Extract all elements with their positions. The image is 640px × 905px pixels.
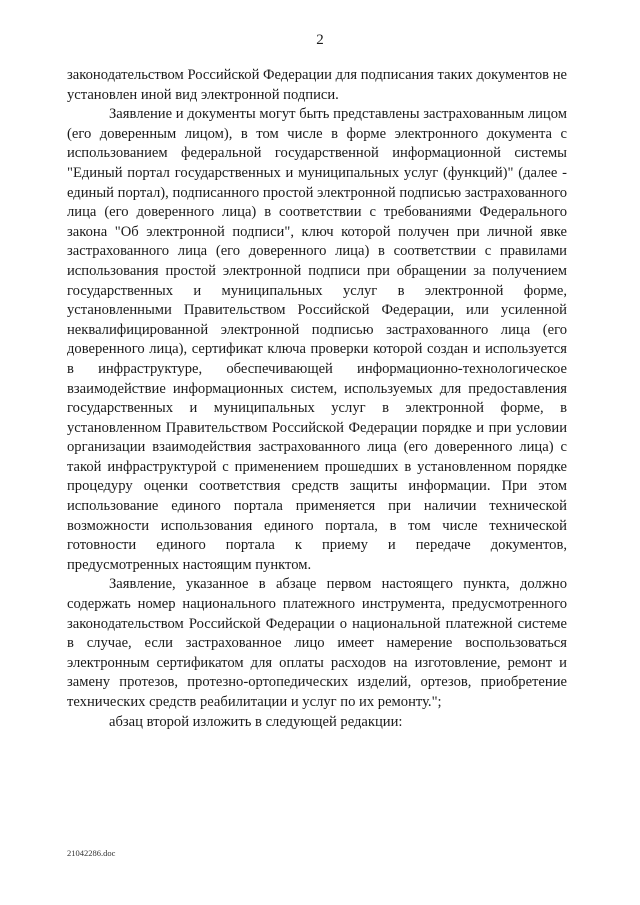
paragraph-payment-instrument: Заявление, указанное в абзаце первом настоящего пункта, должно содержать номер национального платежного инструмента, предусмотренного законодательством Российской Федерации о национальной платежной системе в случае, если застрахованное лицо имеет намерение воспользоваться электронным сертификатом для оплаты расходов на изготовление, ремонт и замену протезов, протезно-ортопедических изделий, ортезов, приобретение технических средств реабилитации и услуг по их ремонту.";: [67, 576, 567, 710]
paragraph-continuation: законодательством Российской Федерации для подписания таких документов не установлен иной вид электронной подписи.: [67, 67, 567, 103]
paragraph-electronic-submission: Заявление и документы могут быть представлены застрахованным лицом (его доверенным лицом), в том числе в форме электронного документа с использованием федеральной государственной информационной системы "Единый портал государственных и муниципальных услуг (функций)" (далее - единый портал), подписанного простой электронной подписью застрахованного лица (его доверенного лица) в соответствии с требованиями Федерального закона "Об электронной подписи", ключ которой получен при личной явке застрахованного лица (его доверенного лица) в соответствии с правилами использования простой электронной подписи при обращении за получением государственных и муниципальных услуг в электронной форме, установленными Правительством Российской Федерации, или усиленной неквалифицированной электронной подписью застрахованного лица (его доверенного лица), сертификат ключа проверки которой создан и используется в инфраструктуре, обеспечивающей информационно-технологическое взаимодействие информационных систем, используемых для предоставления государственных и муниципальных услуг в электронной форме, в установленном Правительством Российской Федерации порядке и при условии организации взаимодействия застрахованного лица (его доверенного лица) с такой инфраструктурой с применением прошедших в установленном порядке процедуру оценки соответствия средств защиты информации. При этом использование единого портала применяется при наличии технической возможности использования единого портала, в том числе технической готовности единого портала к приему и передаче документов, предусмотренных настоящим пунктом.: [67, 106, 567, 573]
page-number: 2: [316, 32, 324, 48]
document-body: [67, 66, 567, 732]
footer-file-name: 21042286.doc: [67, 848, 116, 858]
paragraph-amendment-intro: абзац второй изложить в следующей редакции:: [109, 713, 403, 730]
